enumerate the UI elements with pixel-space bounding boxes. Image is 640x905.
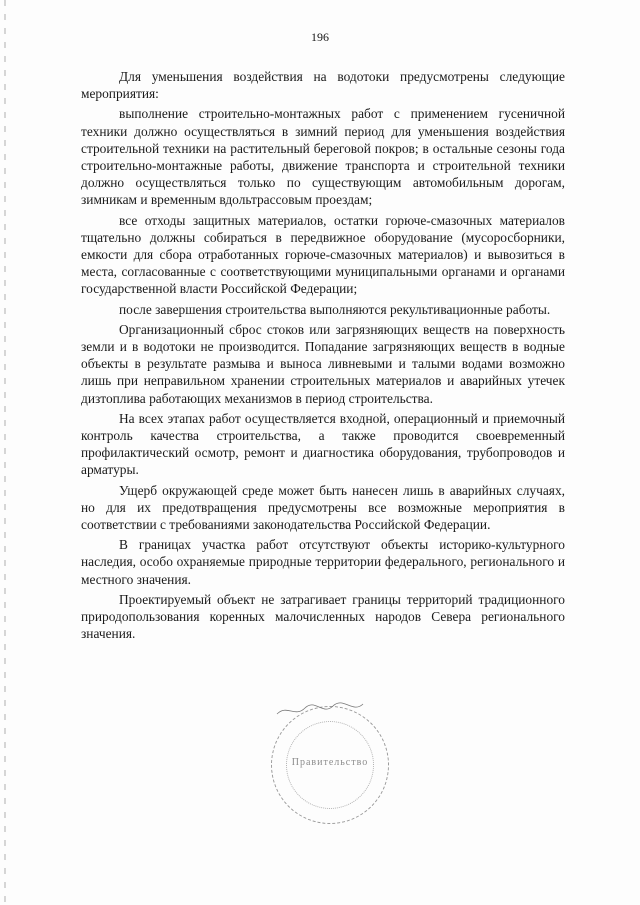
paragraph-intro: Для уменьшения воздействия на водотоки предусмотрены следующие мероприятия: bbox=[81, 69, 565, 102]
scan-edge bbox=[4, 0, 6, 905]
stamp-text: Правительство bbox=[291, 757, 369, 768]
paragraph-territories: Проектируемый объект не затрагивает границы территорий традиционного природопользования коренных малочисленных народов Севера регионального значения. bbox=[81, 591, 565, 642]
paragraph-heritage: В границах участка работ отсутствуют объекты историко-культурного наследия, особо охраняемые природные территории федерального, регионального и местного значения. bbox=[81, 537, 565, 587]
document-body bbox=[81, 68, 565, 646]
paragraph-item-3: после завершения строительства выполняются рекультивационные работы. bbox=[119, 301, 551, 317]
paragraph-discharge: Организационный сброс стоков или загрязняющих веществ на поверхность земли и в водотоки не производится. Попадание загрязняющих веществ в водные объекты в результате размыва и выноса ливневыми и талыми водами возможно лишь при неправильном хранении строительных материалов и аварийных утечек дизтоплива работающих механизмов в период строительства. bbox=[81, 321, 565, 406]
page-number: 196 bbox=[311, 30, 329, 44]
paragraph-damage: Ущерб окружающей среде может быть нанесен лишь в аварийных случаях, но для их предотвращения предусмотрены все возможные мероприятия в соответствии с требованиями законодательства Российской Федерации. bbox=[81, 482, 565, 533]
paragraph-item-2: все отходы защитных материалов, остатки горюче-смазочных материалов тщательно должны собираться в передвижное оборудование (мусоросборники, емкости для сбора отработанных горюче-смазочных материалов) и вывозиться в места, согласованные с соответствующими муниципальными органами и органами государственной власти Российской Федерации; bbox=[81, 212, 565, 297]
paragraph-control: На всех этапах работ осуществляется входной, операционный и приемочный контроль качества строительства, а также проводится своевременный профилактический осмотр, ремонт и диагностика оборудования, трубопроводов и арматуры. bbox=[81, 410, 565, 478]
paragraph-item-1: выполнение строительно-монтажных работ с применением гусеничной техники должно осуществляться в зимний период для уменьшения воздействия строительной техники на растительный береговой покров; в остальные сезоны года строительно-монтажные работы, движение транспорта и строительной техники должно осуществляться только по существующим автомобильным дорогам, зимникам и временным вдольтрассовым проездам; bbox=[81, 106, 565, 208]
official-stamp bbox=[271, 706, 389, 824]
